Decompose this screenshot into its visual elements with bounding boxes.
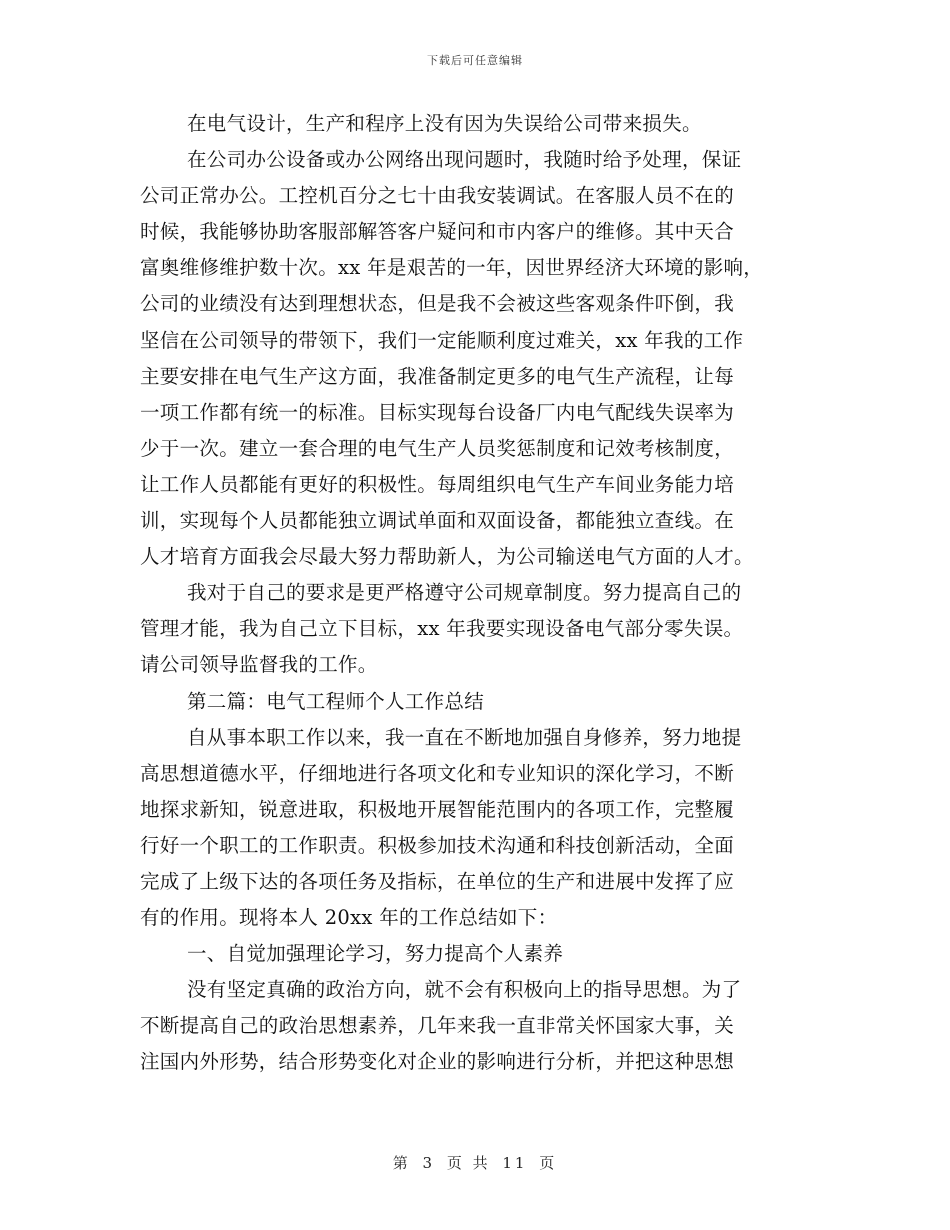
- text-line: 请公司领导监督我的工作。: [140, 653, 378, 677]
- footer-prefix: 第: [392, 1154, 411, 1172]
- text-line: 有的作用。现将本人 20xx 年的工作总结如下：: [140, 906, 558, 930]
- text-line: 地探求新知，锐意进取，积极地开展智能范围内的各项工作，完整履: [140, 797, 735, 821]
- text-line: 注国内外形势，结合形势变化对企业的影响进行分析，并把这种思想: [140, 1050, 735, 1074]
- text-line: 不断提高自己的政治思想素养，几年来我一直非常关怀国家大事，关: [140, 1014, 735, 1038]
- text-line: 富奥维修维护数十次。xx 年是艰苦的一年，因世界经济大环境的影响，: [140, 256, 764, 280]
- text-line: 在电气设计，生产和程序上没有因为失误给公司带来损失。: [187, 112, 702, 135]
- footer-current-page: 3: [422, 1154, 436, 1172]
- text-line: 自从事本职工作以来，我一直在不断地加强自身修养，努力地提: [187, 725, 742, 749]
- text-line: 公司的业绩没有达到理想状态，但是我不会被这些客观条件吓倒，我: [140, 292, 735, 316]
- footer-total-pages: 11: [502, 1154, 528, 1172]
- text-line: 高思想道德水平，仔细地进行各项文化和专业知识的深化学习，不断: [140, 761, 735, 785]
- text-line: 在公司办公设备或办公网络出现问题时，我随时给予处理，保证: [187, 148, 742, 172]
- text-line: 一项工作都有统一的标准。目标实现每台设备厂内电气配线失误率为: [140, 400, 735, 424]
- text-line: 公司正常办公。工控机百分之七十由我安装调试。在客服人员不在的: [140, 184, 735, 208]
- document-body: [140, 106, 800, 1081]
- text-line: 完成了上级下达的各项任务及指标，在单位的生产和进展中发挥了应: [140, 869, 735, 893]
- footer-suffix: 页: [539, 1154, 558, 1172]
- text-line: 坚信在公司领导的带领下，我们一定能顺利度过难关，xx 年我的工作: [140, 328, 744, 352]
- text-line: 我对于自己的要求是更严格遵守公司规章制度。努力提高自己的: [187, 581, 742, 605]
- page-header: 下载后可任意编辑: [427, 54, 523, 67]
- text-line: 主要安排在电气生产这方面，我准备制定更多的电气生产流程，让每: [140, 364, 735, 388]
- text-line: 时候，我能够协助客服部解答客户疑问和市内客户的维修。其中天合: [140, 220, 735, 244]
- text-line: 一、自觉加强理论学习，努力提高个人素养: [187, 942, 564, 966]
- text-line: 训，实现每个人员都能独立调试单面和双面设备，都能独立查线。在: [140, 509, 735, 533]
- text-line: 没有坚定真确的政治方向，就不会有积极向上的指导思想。为了: [187, 978, 742, 1002]
- text-line: 行好一个职工的工作职责。积极参加技术沟通和科技创新活动，全面: [140, 833, 735, 857]
- page-footer: [0, 1152, 950, 1173]
- text-line: 第二篇：电气工程师个人工作总结: [187, 689, 485, 713]
- text-line: 让工作人员都能有更好的积极性。每周组织电气生产车间业务能力培: [140, 472, 735, 496]
- text-line: 管理才能，我为自己立下目标，xx 年我要实现设备电气部分零失误。: [140, 617, 744, 641]
- text-line: 少于一次。建立一套合理的电气生产人员奖惩制度和记效考核制度，: [140, 436, 735, 460]
- footer-middle: 页 共: [446, 1154, 491, 1172]
- text-line: 人才培育方面我会尽最大努力帮助新人，为公司输送电气方面的人才。: [140, 545, 754, 569]
